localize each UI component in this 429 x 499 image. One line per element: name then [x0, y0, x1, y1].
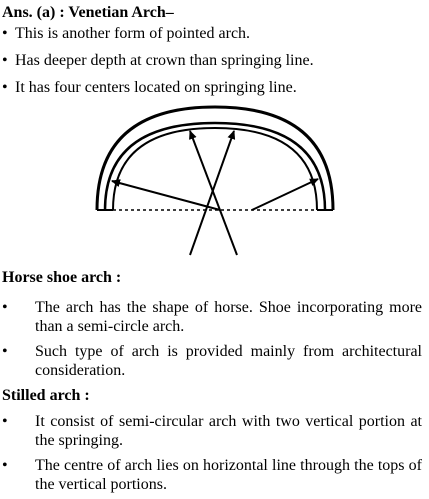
horse-shoe-heading: Horse shoe arch : — [2, 269, 122, 286]
radius-arrow-right-outer — [252, 179, 318, 210]
bullet-text: Has deeper depth at crown than springing line. — [15, 52, 314, 69]
bullet-icon: • — [2, 343, 8, 360]
stilled-heading: Stilled arch : — [2, 387, 90, 404]
bullet-icon: • — [2, 25, 8, 42]
bullet-icon: • — [2, 52, 8, 69]
stilled-bullet-1 — [2, 412, 422, 452]
stilled-bullet-2 — [2, 456, 422, 496]
bullet-icon: • — [2, 79, 8, 96]
bullet-icon: • — [2, 457, 8, 474]
bullet-text: The centre of arch lies on horizontal line through the tops of the vertical portions. — [35, 457, 422, 493]
venetian-heading: Ans. (a) : Venetian Arch– — [2, 4, 174, 21]
bullet-icon: • — [2, 299, 8, 316]
bullet-text: It has four centers located on springing line. — [15, 79, 297, 96]
bullet-text: This is another form of pointed arch. — [15, 25, 251, 42]
venetian-bullet-1 — [2, 24, 250, 43]
horse-shoe-bullet-1 — [2, 298, 422, 338]
venetian-bullet-2 — [2, 51, 314, 70]
bullet-text: Such type of arch is provided mainly from architectural consideration. — [35, 343, 422, 379]
venetian-arch-diagram — [0, 100, 429, 260]
radius-arrow-left-outer — [112, 181, 220, 210]
bullet-text: It consist of semi-circular arch with two vertical portion at the springing. — [35, 413, 422, 449]
bullet-icon: • — [2, 413, 8, 430]
horse-shoe-bullet-2 — [2, 342, 422, 382]
bullet-text: The arch has the shape of horse. Shoe incorporating more than a semi-circle arch. — [35, 299, 422, 335]
venetian-bullet-3 — [2, 78, 297, 97]
